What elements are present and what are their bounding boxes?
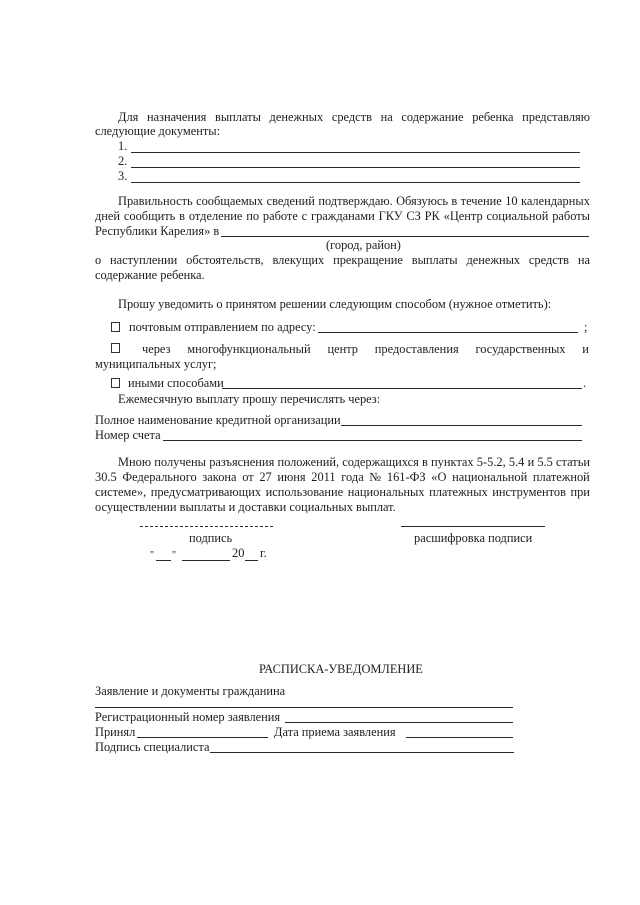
word: Для	[118, 110, 139, 124]
clarification-line4: осуществлении выплаты и доставки социальных выплат.	[95, 500, 396, 514]
date-day-field[interactable]	[156, 560, 171, 561]
word: ГКУ	[378, 209, 403, 223]
word: календарных	[520, 194, 590, 208]
word: через	[142, 342, 171, 356]
document-item-label-1: 1.	[118, 139, 128, 153]
word: предоставления	[374, 342, 459, 356]
word: прекращение	[333, 253, 403, 267]
date-suffix: г.	[260, 546, 267, 560]
other-option-label: иными способами	[128, 376, 224, 390]
documents-intro-line2: следующие документы:	[95, 124, 221, 138]
word: закона	[202, 470, 237, 484]
bank-name-label: Полное наименование кредитной организации	[95, 413, 341, 427]
word: многофункциональный	[187, 342, 311, 356]
signature-decode-caption: расшифровка подписи	[414, 531, 533, 545]
word: гражданами	[310, 209, 375, 223]
word: от	[242, 470, 254, 484]
word: Обязуюсь	[396, 194, 448, 208]
word: и	[527, 455, 535, 469]
accepted-field[interactable]	[137, 737, 268, 738]
account-number-label: Номер счета	[95, 428, 161, 442]
word: на	[380, 110, 393, 124]
date-year-field[interactable]	[245, 560, 258, 561]
word: отделение	[188, 209, 243, 223]
notification-title: Прошу уведомить о принятом решении следующим способом (нужное отметить):	[118, 297, 552, 311]
word: статьи	[556, 455, 590, 469]
document-item-field-2[interactable]	[131, 167, 580, 168]
word: содержащихся	[342, 455, 419, 469]
postal-option-end: ;	[584, 320, 588, 334]
word: пунктах	[431, 455, 474, 469]
city-district-field[interactable]	[221, 236, 589, 237]
other-option-end: .	[583, 376, 587, 390]
word: выплаты	[411, 253, 458, 267]
clarification-line3	[95, 485, 590, 500]
word: РК	[424, 209, 440, 223]
word: 5.4	[508, 455, 525, 469]
signature-caption: подпись	[189, 531, 233, 545]
other-method-field[interactable]	[222, 388, 582, 389]
postal-option-label: почтовым отправлением по адресу:	[129, 320, 316, 334]
confirmation-line4	[95, 253, 590, 268]
word: Правильность	[118, 194, 193, 208]
word: государственных	[475, 342, 566, 356]
payment-title: Ежемесячную выплату прошу перечислять через:	[118, 392, 381, 406]
account-number-field[interactable]	[163, 440, 582, 441]
confirmation-line5: содержание ребенка.	[95, 268, 205, 282]
confirmation-line2	[95, 209, 590, 224]
word: 10	[505, 194, 518, 208]
word: ребенка	[472, 110, 514, 124]
word: национальной	[452, 470, 528, 484]
word: №	[369, 470, 382, 484]
word: предусматривающих	[150, 485, 262, 499]
word: и	[582, 342, 589, 356]
word: в	[451, 194, 458, 208]
word: наступлении	[110, 253, 178, 267]
word: влекущих	[272, 253, 325, 267]
word: разъяснения	[209, 455, 275, 469]
document-item-field-1[interactable]	[131, 152, 580, 153]
postal-address-field[interactable]	[318, 332, 578, 333]
word: при	[570, 485, 590, 499]
word: сведений	[266, 194, 315, 208]
word: в	[422, 455, 428, 469]
word: сообщаемых	[196, 194, 264, 208]
word: на	[577, 253, 590, 267]
document-item-field-3[interactable]	[131, 182, 580, 183]
word: получены	[154, 455, 207, 469]
document-item-label-2: 2.	[118, 154, 128, 168]
word: «Центр	[443, 209, 483, 223]
confirmation-line3: Республики Карелия» в	[95, 224, 220, 238]
word: содержание	[401, 110, 464, 124]
word: выплаты	[214, 110, 261, 124]
word: «О	[431, 470, 447, 484]
date-quote-close: "	[172, 550, 177, 561]
clarification-line2	[95, 470, 590, 485]
word: положений,	[277, 455, 340, 469]
word: 5.5	[537, 455, 553, 469]
date-quote-open: "	[150, 550, 155, 561]
word: социальной	[486, 209, 549, 223]
postal-checkbox[interactable]	[111, 322, 120, 332]
word: назначения	[146, 110, 207, 124]
accepted-label: Принял	[95, 725, 136, 739]
word: денежных	[269, 110, 324, 124]
word: системе»,	[95, 485, 147, 499]
clarification-line1	[118, 455, 590, 470]
word: 5-5.2,	[476, 455, 506, 469]
word: средств	[528, 253, 570, 267]
mfc-checkbox[interactable]	[111, 343, 120, 353]
word: 2011	[311, 470, 336, 484]
confirmation-line1	[118, 194, 590, 209]
word: сообщить	[123, 209, 176, 223]
date-month-field[interactable]	[182, 560, 230, 561]
word: СЗ	[406, 209, 421, 223]
word: средств	[331, 110, 372, 124]
signature-decode-field[interactable]	[401, 526, 545, 527]
word: течение	[460, 194, 502, 208]
word: платежных	[429, 485, 488, 499]
word: национальных	[347, 485, 425, 499]
word: работы	[552, 209, 590, 223]
word: по	[246, 209, 260, 223]
receipt-docs-label: Заявление и документы гражданина	[95, 684, 286, 698]
word: Федерального	[122, 470, 197, 484]
receipt-date-label: Дата приема заявления	[274, 725, 396, 739]
receipt-title: РАСПИСКА-УВЕДОМЛЕНИЕ	[259, 662, 423, 676]
word: 161-ФЗ	[386, 470, 426, 484]
receipt-date-field[interactable]	[406, 737, 513, 738]
word: 30.5	[95, 470, 117, 484]
word: подтверждаю.	[318, 194, 393, 208]
mfc-option-line2: муниципальных услуг;	[95, 357, 217, 371]
word: Мною	[118, 455, 152, 469]
city-district-caption: (город, район)	[326, 238, 401, 252]
mfc-option-line1	[142, 342, 589, 357]
word: июня	[277, 470, 306, 484]
word: работе	[262, 209, 298, 223]
word: использование	[265, 485, 344, 499]
word: денежных	[466, 253, 521, 267]
word: года	[341, 470, 364, 484]
word: 27	[259, 470, 272, 484]
document-item-label-3: 3.	[118, 169, 128, 183]
word: в	[179, 209, 186, 223]
reg-number-field[interactable]	[285, 722, 513, 723]
word: платежной	[532, 470, 590, 484]
word: с	[301, 209, 308, 223]
word: центр	[327, 342, 358, 356]
receipt-docs-field[interactable]	[95, 707, 513, 708]
date-year-prefix: 20	[232, 546, 245, 560]
word: представляю	[522, 110, 590, 124]
signature-field[interactable]	[140, 526, 273, 527]
word: дней	[95, 209, 121, 223]
other-checkbox[interactable]	[111, 378, 120, 388]
specialist-signature-field[interactable]	[210, 752, 514, 753]
word: о	[95, 253, 102, 267]
reg-number-label: Регистрационный номер заявления	[95, 710, 281, 724]
documents-intro-line1	[118, 110, 590, 125]
word: инструментов	[492, 485, 566, 499]
bank-name-field[interactable]	[341, 425, 582, 426]
word: обстоятельств,	[186, 253, 264, 267]
specialist-signature-label: Подпись специалиста	[95, 740, 210, 754]
